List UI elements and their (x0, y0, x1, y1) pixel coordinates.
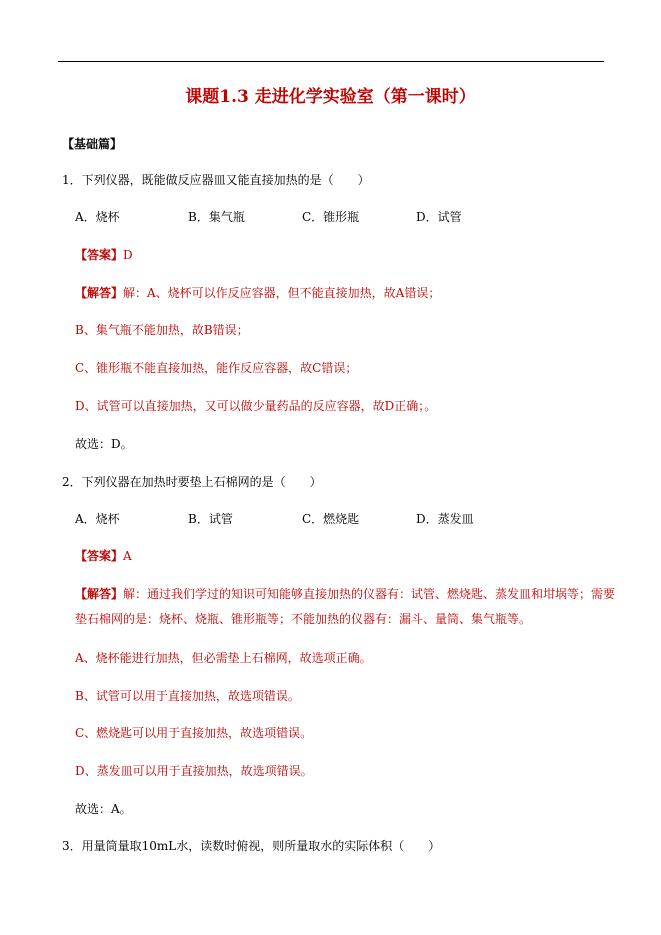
q2-analysis-line-1 (75, 585, 615, 602)
q1-analysis-line-1 (75, 284, 440, 301)
q1-stem: 1．下列仪器，既能做反应器皿又能直接加热的是（ ） (62, 173, 370, 187)
q1-answer-value: D (123, 248, 133, 262)
q1-option-b: B．集气瓶 (188, 210, 245, 224)
q1-option-c: C．锥形瓶 (302, 210, 360, 224)
q2-analysis-line-3: A、烧杯能进行加热，但必需垫上石棉网，故选项正确。 (75, 651, 372, 665)
header-rule (58, 61, 604, 62)
q1-analysis-text-1: 解：A、烧杯可以作反应容器，但不能直接加热，故A错误； (123, 286, 441, 300)
q1-option-d: D．试管 (416, 210, 462, 224)
q1-option-a: A．烧杯 (75, 210, 120, 224)
q2-option-c: C．燃烧匙 (302, 512, 360, 526)
q2-option-a: A．烧杯 (75, 512, 120, 526)
q2-option-b: B．试管 (188, 512, 233, 526)
q1-analysis-line-3: C、锥形瓶不能直接加热，能作反应容器，故C错误； (75, 361, 358, 375)
q1-analysis-tag: 【解答】 (75, 286, 124, 300)
q2-analysis-text-1: 解：通过我们学过的知识可知能够直接加热的仪器有：试管、燃烧匙、蒸发皿和坩埚等；需要 (123, 587, 616, 601)
q1-analysis-line-4: D、试管可以直接加热，又可以做少量药品的反应容器，故D正确；。 (75, 399, 437, 413)
q2-answer-value: A (123, 549, 132, 563)
page-title: 课题1.3 走进化学实验室（第一课时） (185, 87, 476, 107)
q2-analysis-tag: 【解答】 (75, 587, 124, 601)
q3-stem: 3．用量筒量取10mL水，读数时俯视，则所量取水的实际体积（ ） (62, 839, 441, 853)
q2-answer (75, 547, 132, 564)
q2-answer-tag: 【答案】 (75, 549, 124, 563)
q2-analysis-line-5: C、燃烧匙可以用于直接加热，故选项错误。 (75, 726, 313, 740)
q2-analysis-line-4: B、试管可以用于直接加热，故选项错误。 (75, 689, 300, 703)
q1-analysis-line-2: B、集气瓶不能加热，故B错误； (75, 323, 249, 337)
q1-answer-tag: 【答案】 (75, 248, 124, 262)
q2-choice: 故选：A。 (75, 802, 132, 816)
q2-option-d: D．蒸发皿 (416, 512, 474, 526)
section-heading: 【基础篇】 (62, 137, 123, 151)
q1-answer (75, 246, 133, 263)
q1-choice: 故选：D。 (75, 437, 133, 451)
q2-stem: 2．下列仪器在加热时要垫上石棉网的是（ ） (62, 475, 322, 489)
q2-analysis-line-2: 垫石棉网的是：烧杯、烧瓶、锥形瓶等；不能加热的仪器有：漏斗、量筒、集气瓶等。 (75, 612, 532, 626)
q2-analysis-line-6: D、蒸发皿可以用于直接加热，故选项错误。 (75, 764, 313, 778)
